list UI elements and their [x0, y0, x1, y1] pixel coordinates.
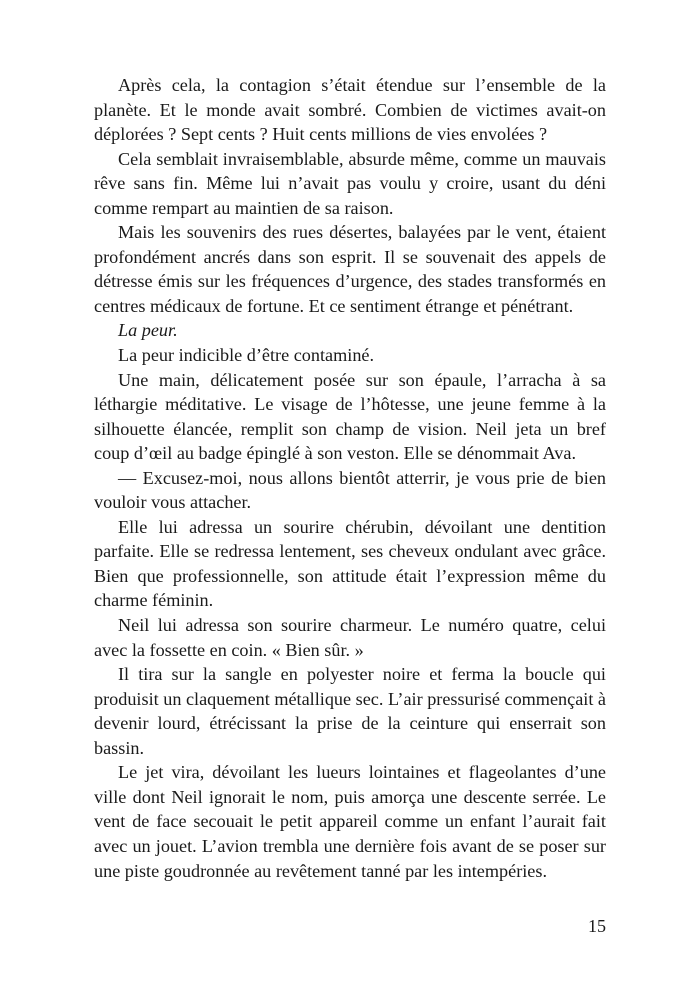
paragraph-9: Neil lui adressa son sourire charmeur. Le numéro quatre, celui avec la fossette en coin. « Bien sûr. »: [94, 615, 606, 660]
paragraph-10: Il tira sur la sangle en polyester noire et ferma la boucle qui produisit un claquement métallique sec. L’air pressurisé commençait à devenir lourd, étrécissant la prise de la ceinture qui enserrait son bassin.: [94, 664, 606, 758]
page-body: [94, 73, 606, 883]
paragraph-2: Cela semblait invraisemblable, absurde même, comme un mauvais rêve sans fin. Même lui n’avait pas voulu y croire, usant du déni comme rempart au maintien de sa raison.: [94, 148, 606, 218]
paragraph-8: Elle lui adressa un sourire chérubin, dévoilant une dentition parfaite. Elle se redressa lentement, ses cheveux ondulant avec grâce. Bien que professionnelle, son attitude était l’expression même du charme féminin.: [94, 516, 606, 611]
paragraph-6: Une main, délicatement posée sur son épaule, l’arracha à sa léthargie méditative. Le visage de l’hôtesse, une jeune femme à la silhouette élancée, remplit son champ de vision. Neil jeta un bref coup d’œil au badge épinglé à son veston. Elle se dénommait Ava.: [94, 369, 606, 464]
paragraph-5: La peur indicible d’être contaminé.: [118, 345, 375, 366]
page-number: 15: [588, 916, 606, 936]
paragraph-1: Après cela, la contagion s’était étendue sur l’ensemble de la planète. Et le monde avait sombré. Combien de victimes avait-on déplorées ? Sept cents ? Huit cents millions de vies envolées ?: [94, 75, 606, 145]
paragraph-7-dialogue: — Excusez-moi, nous allons bientôt atterrir, je vous prie de bien vouloir vous attacher.: [94, 467, 606, 513]
paragraph-3: Mais les souvenirs des rues désertes, balayées par le vent, étaient profondément ancrés dans son esprit. Il se souvenait des appels de détresse émis sur les fréquences d’urgence, des stades transformés en centres médicaux de fortune. Et ce sentiment étrange et pénétrant.: [94, 222, 606, 316]
paragraph-11: Le jet vira, dévoilant les lueurs lointaines et flageolantes d’une ville dont Neil ignorait le nom, puis amorça une descente serrée. Le vent de face secouait le petit appareil comme un enfant l’aurait fait avec un jouet. L’avion trembla une dernière fois avant de se poser sur une piste goudronnée au revêtement tanné par les intempéries.: [94, 762, 606, 881]
paragraph-4-italic: La peur.: [118, 320, 178, 341]
